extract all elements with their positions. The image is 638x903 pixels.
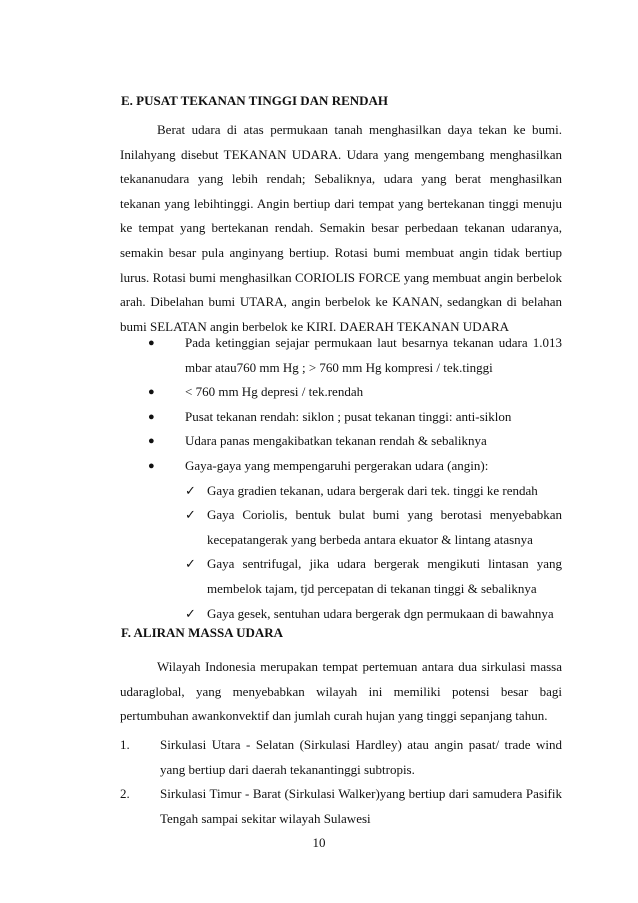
check-item xyxy=(185,479,562,504)
bullet-icon: ● xyxy=(148,337,155,349)
checkmark-icon: ✓ xyxy=(185,482,196,498)
section-e-heading: E. PUSAT TEKANAN TINGGI DAN RENDAH xyxy=(121,93,389,108)
bullet-icon: ● xyxy=(148,386,155,399)
list-item xyxy=(148,331,562,380)
checkmark-icon: ✓ xyxy=(185,605,196,621)
bullet-icon: ● xyxy=(148,435,155,448)
list-item-text: Gaya-gaya yang mempengaruhi pergerakan udara (angin): xyxy=(185,457,489,473)
check-item-text: Gaya sentrifugal, jika udara bergerak mengikuti lintasan yang membelok tajam, tjd percepatan di tekanan tinggi & sebaliknya xyxy=(207,556,562,596)
check-item-text: Gaya gesek, sentuhan udara bergerak dgn permukaan di bawahnya xyxy=(207,605,554,621)
list-item xyxy=(148,380,562,405)
list-item xyxy=(148,429,562,454)
pressure-bullet-list xyxy=(148,331,562,626)
section-f-heading: F. ALIRAN MASSA UDARA xyxy=(121,625,284,640)
section-f-paragraph xyxy=(120,655,562,729)
page-number: 10 xyxy=(312,835,326,850)
check-item xyxy=(185,503,562,552)
section-e-paragraph xyxy=(120,118,562,339)
circulation-numbered-list xyxy=(120,733,562,831)
list-item-text: Udara panas mengakibatkan tekanan rendah & sebaliknya xyxy=(185,433,487,449)
list-item xyxy=(148,405,562,430)
check-item-text: Gaya Coriolis, bentuk bulat bumi yang berotasi menyebabkan kecepatangerak yang berbeda antara ekuator & lintang atasnya xyxy=(207,507,562,547)
checkmark-icon: ✓ xyxy=(185,556,196,572)
list-item-number: 1. xyxy=(120,737,130,752)
list-item xyxy=(120,733,562,782)
list-item xyxy=(148,454,562,626)
forces-check-list xyxy=(185,479,562,627)
check-item-text: Gaya gradien tekanan, udara bergerak dari tek. tinggi ke rendah xyxy=(207,482,538,498)
list-item-body xyxy=(185,454,562,626)
checkmark-icon: ✓ xyxy=(185,507,196,523)
section-e-paragraph-text: Berat udara di atas permukaan tanah menghasilkan daya tekan ke bumi. Inilahyang disebut TEKANAN UDARA. Udara yang mengembang menghasilkan tekananudara yang lebih rendah; Sebaliknya, udara yang berat menghasilkan tekanan yang lebihtinggi. Angin bertiup dari tempat yang bertekanan tinggi menuju ke tempat yang bertekanan rendah. Semakin besar perbedaan tekanan udaranya, semakin besar pula anginyang bertiup. Rotasi bumi membuat angin tidak bertiup lurus. Rotasi bumi menghasilkan CORIOLIS FORCE yang membuat angin berbelok arah. Dibelahan bumi UTARA, angin berbelok ke KANAN, sedangkan di belahan bumi SELATAN angin berbelok ke KIRI. DAERAH TEKANAN UDARA xyxy=(120,122,562,334)
list-item-text: Pada ketinggian sejajar permukaan laut besarnya tekanan udara 1.013 mbar atau760 mm Hg ; > 760 mm Hg kompresi / tek.tinggi xyxy=(185,335,562,375)
bullet-icon: ● xyxy=(148,459,155,472)
list-item-text: Sirkulasi Utara - Selatan (Sirkulasi Hardley) atau angin pasat/ trade wind yang bertiup dari daerah tekanantinggi subtropis. xyxy=(160,737,562,777)
section-f-paragraph-text: Wilayah Indonesia merupakan tempat pertemuan antara dua sirkulasi massa udaraglobal, yang menyebabkan wilayah ini memiliki potensi besar bagi pertumbuhan awankonvektif dan jumlah curah hujan yang tinggi sepanjang tahun. xyxy=(120,659,562,724)
list-item xyxy=(120,782,562,831)
list-item-text: Pusat tekanan rendah: siklon ; pusat tekanan tinggi: anti-siklon xyxy=(185,408,512,424)
list-item-number: 2. xyxy=(120,786,130,802)
check-item xyxy=(185,602,562,627)
list-item-text: Sirkulasi Timur - Barat (Sirkulasi Walker)yang bertiup dari samudera Pasifik Tengah sampai sekitar wilayah Sulawesi xyxy=(160,786,562,826)
check-item xyxy=(185,552,562,601)
bullet-icon: ● xyxy=(148,410,155,423)
list-item-text: < 760 mm Hg depresi / tek.rendah xyxy=(185,384,364,400)
